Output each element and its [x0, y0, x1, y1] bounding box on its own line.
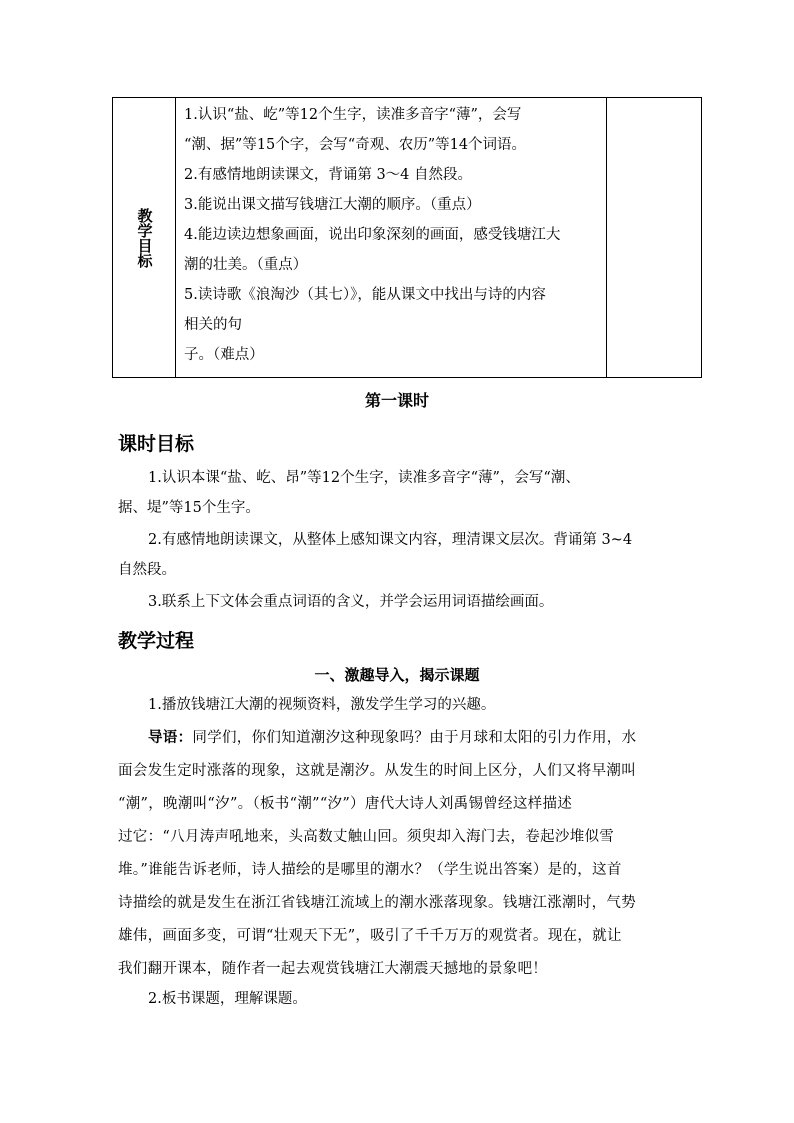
teaching-process-heading: 教学过程 — [118, 630, 195, 652]
goal-line: 2.有感情地朗读课文，从整体上感知课文内容，理清课文层次。背诵第 3~4 — [148, 532, 633, 548]
goal-line: 自然段。 — [118, 562, 176, 578]
intro-line — [118, 723, 684, 753]
intro-line: 过它：“八月涛声吼地来，头高数丈触山回。须臾却入海门去，卷起沙堆似雪 — [118, 829, 615, 845]
objective-line: 潮的壮美。（重点） — [184, 257, 308, 273]
goal-line: 1.认识本课“盐、屹、昂”等12个生字，读准多音字“薄”，会写“潮、 — [148, 470, 580, 486]
step-line: 1.播放钱塘江大潮的视频资料，激发学生学习的兴趣。 — [148, 697, 496, 713]
part1-title: 一、激趣导入，揭示课题 — [314, 666, 480, 684]
intro-line: 堆。”谁能告诉老师，诗人描绘的是哪里的潮水？（学生说出答案）是的，这首 — [118, 862, 622, 878]
intro-line: 面会发生定时涨落的现象，这就是潮汐。从发生的时间上区分，人们又将早潮叫 — [118, 763, 636, 779]
objective-line: “潮、据”等15个字，会写“奇观、农历”等14个词语。 — [184, 137, 527, 153]
intro-text: 同学们，你们知道潮汐这种现象吗？由于月球和太阳的引力作用，水 — [192, 730, 637, 746]
intro-line: 诗描绘的就是发生在浙江省钱塘江流域上的潮水涨落现象。钱塘江涨潮时，气势 — [118, 895, 636, 911]
objective-line: 5.读诗歌《浪淘沙（其七）》，能从课文中找出与诗的内容 — [184, 287, 546, 303]
objective-line: 相关的句 — [184, 317, 242, 333]
objective-line: 4.能边读边想象画面，说出印象深刻的画面，感受钱塘江大 — [184, 227, 561, 243]
goal-line: 3.联系上下文体会重点词语的含义，并学会运用词语描绘画面。 — [148, 594, 554, 610]
objectives-list-cell — [176, 98, 607, 377]
intro-line: “潮”，晚潮叫“汐”。（板书“潮”“汐”）唐代大诗人刘禹锡曾经这样描述 — [118, 796, 573, 812]
objectives-label: 教学目标 — [135, 207, 154, 268]
lesson-goals-heading: 课时目标 — [118, 433, 195, 455]
lesson-title: 第一课时 — [364, 391, 429, 410]
objectives-label-cell — [113, 98, 176, 377]
objectives-table — [112, 97, 702, 378]
objective-line: 子。（难点） — [184, 347, 264, 363]
intro-line: 雄伟，画面多变，可谓“壮观天下无”，吸引了千千万万的观赏者。现在，就让 — [118, 928, 622, 944]
step-line: 2.板书课题，理解课题。 — [148, 991, 307, 1007]
goal-line: 据、堤”等15个生字。 — [118, 500, 260, 516]
objective-line: 3.能说出课文描写钱塘江大潮的顺序。（重点） — [184, 197, 481, 213]
objective-line: 2.有感情地朗读课文，背诵第 3～4 自然段。 — [184, 167, 473, 183]
objective-line: 1.认识“盐、屹”等12个生字，读准多音字“薄”，会写 — [184, 107, 522, 123]
intro-label: 导语： — [148, 729, 193, 746]
objectives-empty-cell — [607, 98, 701, 377]
intro-line: 我们翻开课本，随作者一起去观赏钱塘江大潮震天撼地的景象吧！ — [118, 961, 548, 977]
